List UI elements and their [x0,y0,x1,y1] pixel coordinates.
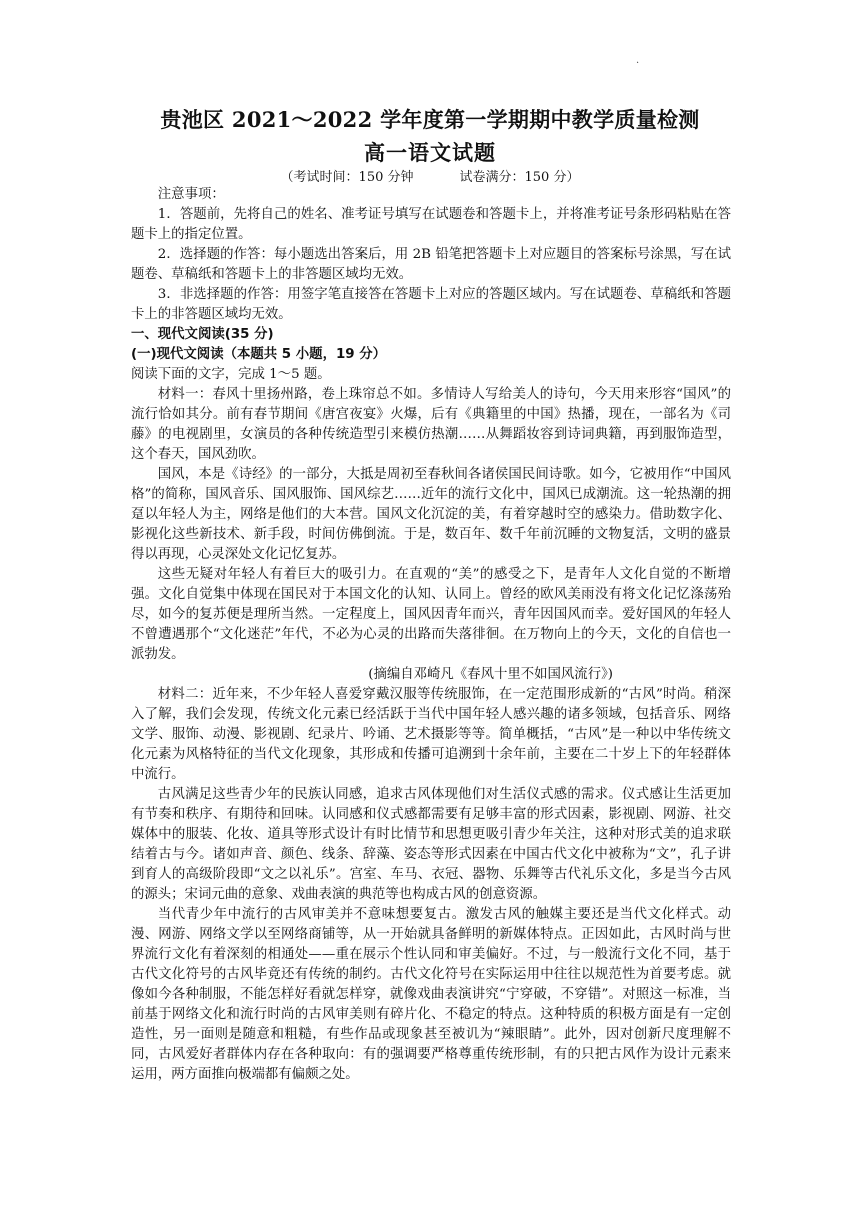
material2-paragraph: 古风满足这些青少年的民族认同感，追求古风体现他们对生活仪式感的需求。仪式感让生活更加有节奏和秩序、有期待和回味。认同感和仪式感都需要有足够丰富的形式因素，影视剧、网游、社交媒体中的服装、化妆、道具等形式设计有时比情节和思想更吸引青少年关注，这种对形式美的追求联结着古与今。诸如声音、颜色、线条、辞藻、姿态等形式因素在中国古代文化中被称为“文”，孔子讲到育人的高级阶段即“文之以礼乐”。宫室、车马、衣冠、器物、乐舞等古代礼乐文化，多是当今古风的源头；宋词元曲的意象、戏曲表演的典范等也构成古风的创意资源。 [131,787,731,902]
material1-paragraph: 国风，本是《诗经》的一部分，大抵是周初至春秋间各诸侯国民间诗歌。如今，它被用作“中国风格”的简称，国风音乐、国风服饰、国风综艺……近年的流行文化中，国风已成潮流。这一轮热潮的拥趸以年轻人为主，网络是他们的大本营。国风文化沉淀的美，有着穿越时空的感染力。借助数字化、影视化这些新技术、新手段，时间仿佛倒流。于是，数百年、数千年前沉睡的文物复活，文明的盛景得以再现，心灵深处文化记忆复苏。 [131,467,731,562]
exam-title: 贵池区 2021～2022 学年度第一学期期中教学质量检测 [160,107,700,132]
material2-paragraph: 当代青少年中流行的古风审美并不意味想要复古。激发古风的触媒主要还是当代文化样式。动漫、网游、网络文学以至网络商铺等，从一开始就具备鲜明的新媒体特点。正因如此，古风时尚与世界流行文化有着深刻的相通处——重在展示个性认同和审美偏好。不过，与一般流行文化不同，基于古代文化符号的古风毕竟还有传统的制约。古代文化符号在实际运用中往往以规范性为首要考虑。就像如今各种制服，不能怎样好看就怎样穿，就像戏曲表演讲究“宁穿破，不穿错”。对照这一标准，当前基于网络文化和流行时尚的古风审美则有碎片化、不稳定的特点。这种特质的积极方面是有一定创造性，另一面则是随意和粗糙，有些作品或现象甚至被讥为“辣眼睛”。此外，因对创新尺度理解不同，古风爱好者群体内存在各种取向：有的强调要严格尊重传统形制，有的只把古风作为设计元素来运用，两方面推向极端都有偏颇之处。 [131,907,731,1082]
sub-section-heading: (一)现代文阅读（本题共 5 小题，19 分） [131,347,387,362]
notes-heading: 注意事项： [157,187,225,202]
note-item-1: 1．答题前，先将自己的姓名、准考证号填写在试题卷和答题卡上，并将准考证号条形码粘贴在答题卡上的指定位置。 [131,207,731,242]
section-heading: 一、现代文阅读(35 分) [131,327,274,342]
exam-score: 试卷满分：150 分） [459,170,580,185]
exam-content [131,185,731,1085]
page-mark: · [636,58,640,69]
exam-meta [0,166,860,185]
exam-subtitle: 高一语文试题 [364,140,496,165]
material2-paragraph: 材料二：近年来，不少年轻人喜爱穿戴汉服等传统服饰，在一定范围形成新的“古风”时尚。稍深入了解，我们会发现，传统文化元素已经活跃于当代中国年轻人感兴趣的诸多领域，包括音乐、网络文学、服饰、动漫、影视剧、纪录片、吟诵、艺术摄影等等。简单概括，“古风”是一种以中华传统文化元素为风格特征的当代文化现象，其形成和传播可追溯到十余年前，主要在二十岁上下的年轻群体中流行。 [131,687,731,782]
exam-time: （考试时间：150 分钟 [280,170,414,185]
note-item-2: 2．选择题的作答：每小题选出答案后，用 2B 铅笔把答题卡上对应题目的答案标号涂黑，写在试题卷、草稿纸和答题卡上的非答题区域均无效。 [131,247,731,282]
material1-source: (摘编自邓崎凡《春风十里不如国风流行》) [368,667,613,682]
material1-paragraph: 材料一：春风十里扬州路，卷上珠帘总不如。多情诗人写给美人的诗句，今天用来形容“国风”的流行恰如其分。前有春节期间《唐宫夜宴》火爆，后有《典籍里的中国》热播，现在，一部名为《司藤》的电视剧里，女演员的各种传统造型引来模仿热潮……从舞蹈妆容到诗词典籍，再到服饰造型，这个春天，国风劲吹。 [131,387,731,462]
note-item-3: 3．非选择题的作答：用签字笔直接答在答题卡上对应的答题区域内。写在试题卷、草稿纸和答题卡上的非答题区域均无效。 [131,287,731,322]
material1-paragraph: 这些无疑对年轻人有着巨大的吸引力。在直观的“美”的感受之下，是青年人文化自觉的不断增强。文化自觉集中体现在国民对于本国文化的认知、认同上。曾经的欧风美雨没有将文化记忆涤荡殆尽，如今的复苏便是理所当然。一定程度上，国风因青年而兴，青年因国风而幸。爱好国风的年轻人不曾遭遇那个“文化迷茫”年代，不必为心灵的出路而失落徘徊。在万物向上的今天，文化的自信也一派勃发。 [131,567,731,662]
reading-instruction: 阅读下面的文字，完成 1～5 题。 [131,367,331,382]
